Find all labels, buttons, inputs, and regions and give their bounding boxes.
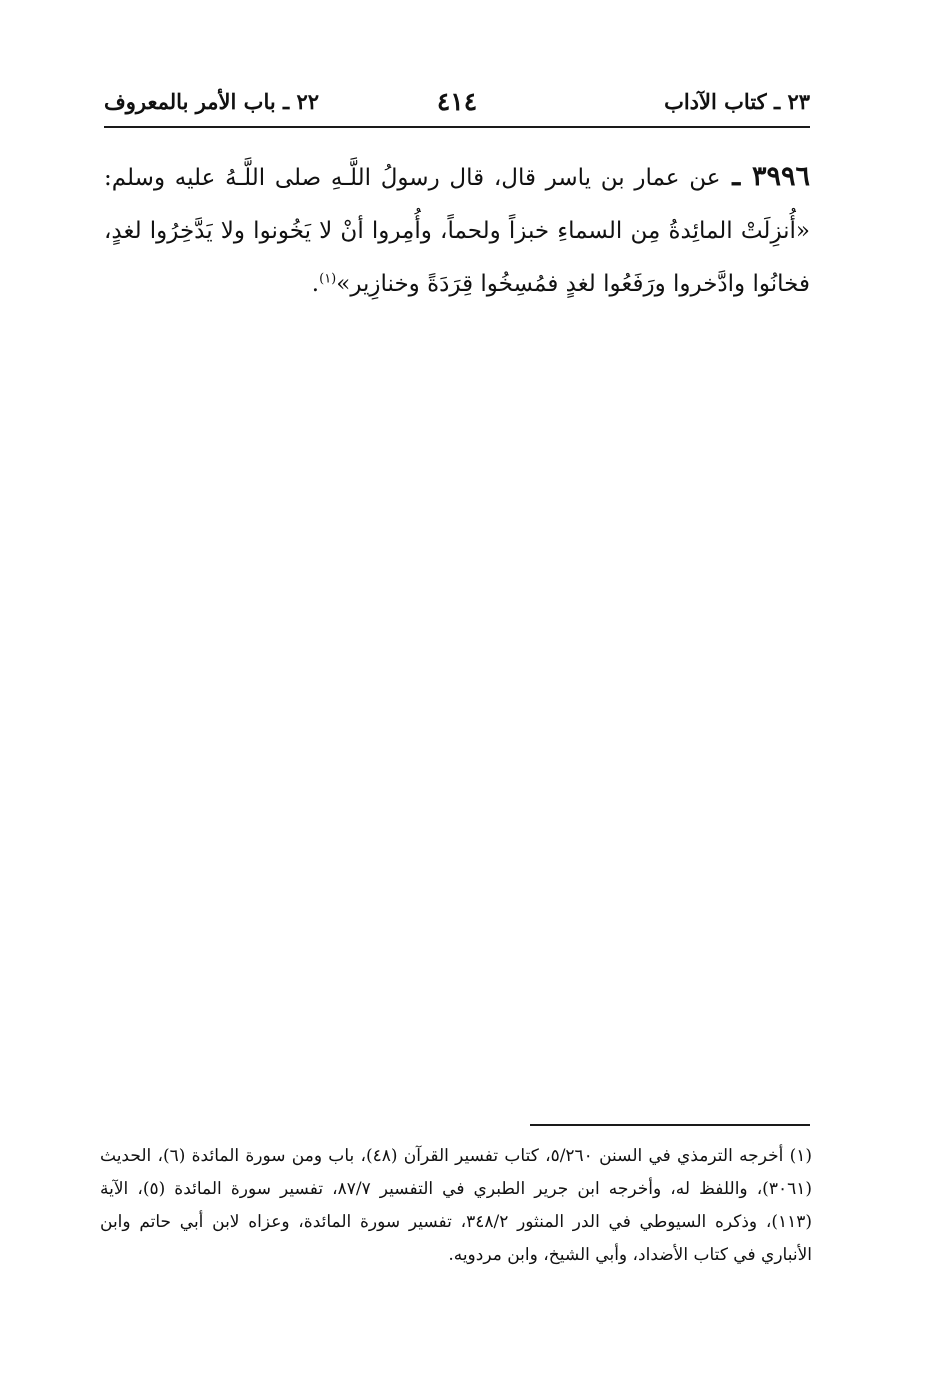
hadith-number: ٣٩٩٦ xyxy=(751,161,810,192)
header-rule xyxy=(104,126,810,128)
footnote-block xyxy=(100,1140,812,1272)
chapter-title: ٢٣ ـ كتاب الآداب xyxy=(664,89,810,114)
footnote-rule xyxy=(530,1124,810,1126)
footnote-reference: (١) xyxy=(319,271,337,287)
running-header xyxy=(104,84,810,124)
section-title: ٢٢ ـ باب الأمر بالمعروف xyxy=(104,89,320,114)
hadith-text: عن عمار بن ياسر قال، قال رسولُ اللَّـهِ صلى اللَّـهُ عليه وسلم: «أُنزِلَتْ المائِدةُ مِن السماءِ خبزاً ولحماً، وأُمِروا أنْ لا يَخُونوا ولا يَدَّخِرُوا لغدٍ، فخانُوا وادَّخروا ورَفَعُوا لغدٍ فمُسِخُوا قِرَدَةً وخنازِير» xyxy=(104,165,810,297)
footnote-1: (١) أخرجه الترمذي في السنن ٥/٢٦٠، كتاب تفسير القرآن (٤٨)، باب ومن سورة المائدة (٦)، الحديث (٣٠٦١)، واللفظ له، وأخرجه ابن جرير الطبري في التفسير ٨٧/٧، تفسير سورة المائدة (٥)، الآية (١١٣)، وذكره السيوطي في الدر المنثور ٣٤٨/٢، تفسير سورة المائدة، وعزاه لابن أبي حاتم وابن الأنباري في كتاب الأضداد، وأبي الشيخ، وابن مردويه. xyxy=(100,1146,812,1265)
hadith-end: . xyxy=(311,271,320,297)
hadith-paragraph xyxy=(104,150,810,311)
hadith-dash: ـ xyxy=(720,161,752,192)
page-number: ٤١٤ xyxy=(436,87,478,116)
